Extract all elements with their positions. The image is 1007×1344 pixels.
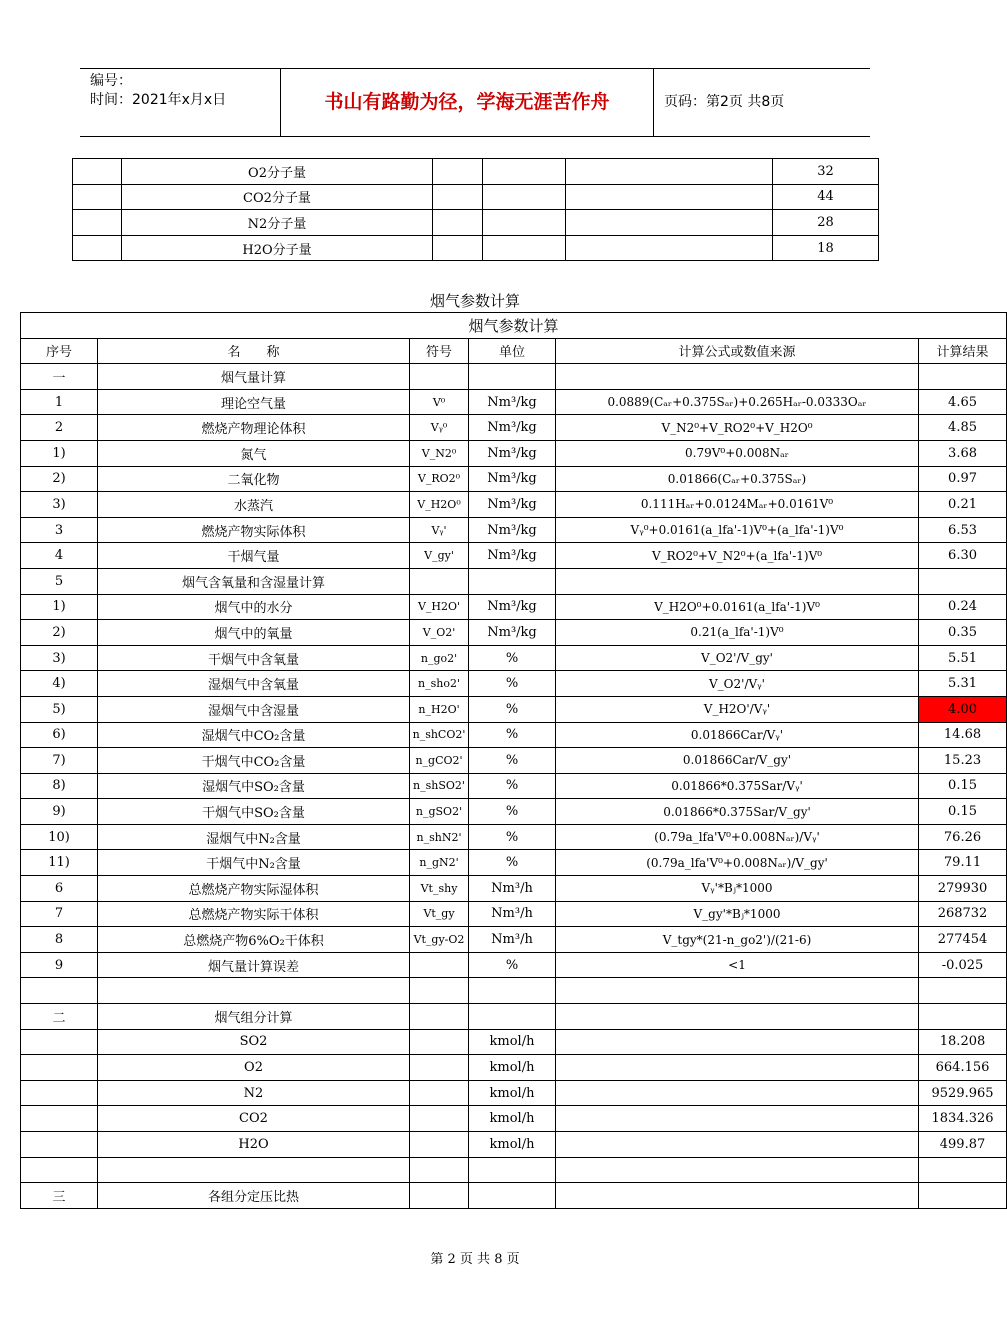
- molecular-weight-table: [72, 158, 879, 261]
- table-row: [21, 927, 1007, 953]
- row-unit-cell: Nm³/kg: [469, 389, 556, 415]
- row-unit-cell: %: [469, 722, 556, 748]
- page-footer: 第 2 页 共 8 页: [430, 1252, 520, 1267]
- row-result-cell: [919, 568, 1007, 594]
- row-result-cell: 4.85: [919, 415, 1007, 441]
- row-formula-cell: V_H2O⁰+0.0161(a_lfa'-1)V⁰: [556, 594, 919, 620]
- row-no-cell: [21, 1029, 98, 1055]
- row-name-cell: 氮气: [98, 440, 410, 466]
- header-formula: 计算公式或数值来源: [556, 338, 919, 364]
- row-formula-cell: V_gy'*Bⱼ*1000: [556, 901, 919, 927]
- row-name-cell: 湿烟气中CO₂含量: [98, 722, 410, 748]
- row-result-cell: 15.23: [919, 748, 1007, 774]
- mw-name-cell: N2分子量: [122, 210, 433, 236]
- row-result-cell: 4.65: [919, 389, 1007, 415]
- row-no-cell: 9: [21, 952, 98, 978]
- row-result-cell: [919, 1004, 1007, 1030]
- row-formula-cell: [556, 1080, 919, 1106]
- table-row: [73, 210, 879, 236]
- row-no-cell: 1): [21, 440, 98, 466]
- empty-cell: [483, 235, 566, 261]
- row-result-cell: 0.35: [919, 620, 1007, 646]
- row-no-cell: 7: [21, 901, 98, 927]
- row-name-cell: 二氧化物: [98, 466, 410, 492]
- row-result-cell: [919, 1157, 1007, 1183]
- row-formula-cell: V_N2⁰+V_RO2⁰+V_H2O⁰: [556, 415, 919, 441]
- table-row: [21, 1004, 1007, 1030]
- row-unit-cell: %: [469, 850, 556, 876]
- table-row: [21, 799, 1007, 825]
- row-no-cell: 8): [21, 773, 98, 799]
- row-unit-cell: [469, 1183, 556, 1209]
- row-formula-cell: V_H2O'/Vᵧ': [556, 696, 919, 722]
- row-symbol-cell: [410, 568, 469, 594]
- row-no-cell: 3: [21, 517, 98, 543]
- row-symbol-cell: V_H2O': [410, 594, 469, 620]
- header-motto: 书山有路勤为径，学海无涯苦作舟: [281, 69, 654, 136]
- row-result-cell: 279930: [919, 876, 1007, 902]
- row-formula-cell: 0.01866Car/V_gy': [556, 748, 919, 774]
- row-name-cell: 烟气组分计算: [98, 1004, 410, 1030]
- row-symbol-cell: [410, 1055, 469, 1081]
- row-no-cell: 11): [21, 850, 98, 876]
- empty-cell: [566, 210, 773, 236]
- row-name-cell: N2: [98, 1080, 410, 1106]
- row-name-cell: SO2: [98, 1029, 410, 1055]
- row-symbol-cell: V_N2⁰: [410, 440, 469, 466]
- row-symbol-cell: n_sho2': [410, 671, 469, 697]
- empty-cell: [566, 235, 773, 261]
- table-row: [21, 364, 1007, 390]
- date-label: 时间：2021年x月x日: [90, 92, 227, 108]
- row-no-cell: [21, 1132, 98, 1158]
- row-no-cell: 5: [21, 568, 98, 594]
- empty-cell: [483, 159, 566, 185]
- row-name-cell: 湿烟气中N₂含量: [98, 824, 410, 850]
- row-unit-cell: %: [469, 671, 556, 697]
- empty-cell: [73, 184, 122, 210]
- row-result-cell: 76.26: [919, 824, 1007, 850]
- table-row: [21, 568, 1007, 594]
- row-formula-cell: Vᵧ'*Bⱼ*1000: [556, 876, 919, 902]
- header-page-label: 页码：第2页 共8页: [664, 94, 785, 110]
- row-no-cell: 4: [21, 543, 98, 569]
- row-symbol-cell: Vt_shy: [410, 876, 469, 902]
- row-name-cell: [98, 1157, 410, 1183]
- mw-name-cell: H2O分子量: [122, 235, 433, 261]
- row-symbol-cell: Vt_gy: [410, 901, 469, 927]
- row-formula-cell: [556, 1132, 919, 1158]
- mw-name-cell: CO2分子量: [122, 184, 433, 210]
- row-name-cell: 干烟气中N₂含量: [98, 850, 410, 876]
- row-formula-cell: 0.111Hₐᵣ+0.0124Mₐᵣ+0.0161V⁰: [556, 492, 919, 518]
- row-name-cell: 烟气量计算: [98, 364, 410, 390]
- mw-value-cell: 28: [773, 210, 879, 236]
- empty-cell: [73, 210, 122, 236]
- row-no-cell: 6: [21, 876, 98, 902]
- row-name-cell: 干烟气中CO₂含量: [98, 748, 410, 774]
- row-symbol-cell: n_shCO2': [410, 722, 469, 748]
- row-unit-cell: Nm³/kg: [469, 543, 556, 569]
- header-name: 名 称: [98, 338, 410, 364]
- table-row: [21, 1080, 1007, 1106]
- row-symbol-cell: V_RO2⁰: [410, 466, 469, 492]
- empty-cell: [566, 184, 773, 210]
- mw-value-cell: 32: [773, 159, 879, 185]
- row-formula-cell: 0.01866*0.375Sar/V_gy': [556, 799, 919, 825]
- row-name-cell: 烟气中的氧量: [98, 620, 410, 646]
- row-name-cell: 烟气中的水分: [98, 594, 410, 620]
- row-symbol-cell: n_shN2': [410, 824, 469, 850]
- empty-cell: [566, 159, 773, 185]
- row-unit-cell: Nm³/kg: [469, 440, 556, 466]
- row-symbol-cell: [410, 364, 469, 390]
- row-symbol-cell: Vᵧ⁰: [410, 415, 469, 441]
- row-result-cell: 6.53: [919, 517, 1007, 543]
- serial-label: 编号：: [90, 73, 132, 89]
- header-meta: [80, 69, 281, 136]
- row-result-cell: 18.208: [919, 1029, 1007, 1055]
- table-row: [21, 671, 1007, 697]
- mw-name-cell: O2分子量: [122, 159, 433, 185]
- row-result-cell: 499.87: [919, 1132, 1007, 1158]
- row-symbol-cell: V_O2': [410, 620, 469, 646]
- row-formula-cell: [556, 1157, 919, 1183]
- row-name-cell: 燃烧产物理论体积: [98, 415, 410, 441]
- table-row: [21, 620, 1007, 646]
- row-symbol-cell: n_gSO2': [410, 799, 469, 825]
- header-symbol: 符号: [410, 338, 469, 364]
- row-result-cell: 6.30: [919, 543, 1007, 569]
- row-symbol-cell: Vᵧ': [410, 517, 469, 543]
- row-unit-cell: %: [469, 696, 556, 722]
- empty-cell: [483, 184, 566, 210]
- row-name-cell: 各组分定压比热: [98, 1183, 410, 1209]
- row-formula-cell: Vᵧ⁰+0.0161(a_lfa'-1)V⁰+(a_lfa'-1)V⁰: [556, 517, 919, 543]
- row-unit-cell: %: [469, 645, 556, 671]
- row-name-cell: 烟气含氧量和含湿量计算: [98, 568, 410, 594]
- row-no-cell: 4): [21, 671, 98, 697]
- row-result-cell: [919, 1183, 1007, 1209]
- row-result-cell: 79.11: [919, 850, 1007, 876]
- row-no-cell: 9): [21, 799, 98, 825]
- empty-cell: [433, 210, 483, 236]
- row-name-cell: O2: [98, 1055, 410, 1081]
- row-no-cell: 5): [21, 696, 98, 722]
- row-symbol-cell: [410, 978, 469, 1004]
- table-title-row: [21, 313, 1007, 339]
- row-name-cell: 理论空气量: [98, 389, 410, 415]
- row-formula-cell: [556, 1029, 919, 1055]
- table-title: 烟气参数计算: [21, 313, 1007, 339]
- table-row: [73, 159, 879, 185]
- row-unit-cell: Nm³/kg: [469, 466, 556, 492]
- row-name-cell: 烟气量计算误差: [98, 952, 410, 978]
- row-unit-cell: [469, 568, 556, 594]
- table-row: [21, 466, 1007, 492]
- row-result-cell: 4.00: [919, 696, 1007, 722]
- row-no-cell: 二: [21, 1004, 98, 1030]
- empty-cell: [483, 210, 566, 236]
- table-row: [73, 235, 879, 261]
- row-unit-cell: kmol/h: [469, 1029, 556, 1055]
- row-formula-cell: [556, 1106, 919, 1132]
- row-formula-cell: 0.01866(Cₐᵣ+0.375Sₐᵣ): [556, 466, 919, 492]
- row-result-cell: 9529.965: [919, 1080, 1007, 1106]
- row-no-cell: [21, 1157, 98, 1183]
- table-row: [21, 389, 1007, 415]
- row-formula-cell: [556, 1055, 919, 1081]
- row-no-cell: 1): [21, 594, 98, 620]
- row-result-cell: 0.21: [919, 492, 1007, 518]
- row-symbol-cell: [410, 1157, 469, 1183]
- row-result-cell: 277454: [919, 927, 1007, 953]
- row-symbol-cell: n_go2': [410, 645, 469, 671]
- row-name-cell: 干烟气量: [98, 543, 410, 569]
- table-row: [21, 773, 1007, 799]
- row-unit-cell: %: [469, 824, 556, 850]
- row-no-cell: 3): [21, 492, 98, 518]
- row-formula-cell: [556, 364, 919, 390]
- table-row: [21, 517, 1007, 543]
- row-symbol-cell: [410, 1004, 469, 1030]
- row-name-cell: 燃烧产物实际体积: [98, 517, 410, 543]
- flue-gas-parameter-table: [20, 312, 1007, 1209]
- row-unit-cell: Nm³/kg: [469, 594, 556, 620]
- row-symbol-cell: n_shSO2': [410, 773, 469, 799]
- row-name-cell: CO2: [98, 1106, 410, 1132]
- row-name-cell: [98, 978, 410, 1004]
- row-no-cell: [21, 1055, 98, 1081]
- row-formula-cell: V_tgy*(21-n_go2')/(21-6): [556, 927, 919, 953]
- row-no-cell: 3): [21, 645, 98, 671]
- row-formula-cell: (0.79a_lfa'V⁰+0.008Nₐᵣ)/V_gy': [556, 850, 919, 876]
- row-result-cell: 14.68: [919, 722, 1007, 748]
- row-symbol-cell: [410, 1106, 469, 1132]
- page-header: [80, 68, 870, 137]
- row-result-cell: 5.51: [919, 645, 1007, 671]
- row-formula-cell: V_RO2⁰+V_N2⁰+(a_lfa'-1)V⁰: [556, 543, 919, 569]
- row-formula-cell: 0.0889(Cₐᵣ+0.375Sₐᵣ)+0.265Hₐᵣ-0.0333Oₐᵣ: [556, 389, 919, 415]
- row-result-cell: 0.15: [919, 799, 1007, 825]
- table-row: [21, 415, 1007, 441]
- table-row: [21, 978, 1007, 1004]
- table-row: [21, 824, 1007, 850]
- row-unit-cell: Nm³/kg: [469, 415, 556, 441]
- row-result-cell: 268732: [919, 901, 1007, 927]
- row-result-cell: -0.025: [919, 952, 1007, 978]
- header-result: 计算结果: [919, 338, 1007, 364]
- table-row: [21, 1029, 1007, 1055]
- row-unit-cell: Nm³/kg: [469, 620, 556, 646]
- mw-value-cell: 18: [773, 235, 879, 261]
- row-result-cell: 0.15: [919, 773, 1007, 799]
- table-row: [21, 1183, 1007, 1209]
- table-row: [21, 901, 1007, 927]
- empty-cell: [433, 159, 483, 185]
- row-unit-cell: %: [469, 748, 556, 774]
- row-unit-cell: Nm³/kg: [469, 492, 556, 518]
- row-symbol-cell: [410, 952, 469, 978]
- row-no-cell: 三: [21, 1183, 98, 1209]
- row-result-cell: 664.156: [919, 1055, 1007, 1081]
- row-formula-cell: 0.01866Car/Vᵧ': [556, 722, 919, 748]
- row-no-cell: 6): [21, 722, 98, 748]
- table-row: [21, 543, 1007, 569]
- row-symbol-cell: V_gy': [410, 543, 469, 569]
- row-result-cell: 0.97: [919, 466, 1007, 492]
- row-formula-cell: 0.21(a_lfa'-1)V⁰: [556, 620, 919, 646]
- row-formula-cell: [556, 568, 919, 594]
- row-symbol-cell: n_gN2': [410, 850, 469, 876]
- row-unit-cell: kmol/h: [469, 1080, 556, 1106]
- row-no-cell: 一: [21, 364, 98, 390]
- table-row: [21, 748, 1007, 774]
- row-name-cell: H2O: [98, 1132, 410, 1158]
- row-unit-cell: Nm³/h: [469, 901, 556, 927]
- empty-cell: [433, 235, 483, 261]
- empty-cell: [73, 235, 122, 261]
- row-name-cell: 总燃烧产物实际湿体积: [98, 876, 410, 902]
- table-row: [21, 696, 1007, 722]
- row-unit-cell: Nm³/h: [469, 927, 556, 953]
- row-no-cell: 7): [21, 748, 98, 774]
- row-no-cell: 10): [21, 824, 98, 850]
- row-formula-cell: V_O2'/V_gy': [556, 645, 919, 671]
- row-result-cell: 0.24: [919, 594, 1007, 620]
- row-no-cell: [21, 978, 98, 1004]
- row-symbol-cell: [410, 1132, 469, 1158]
- table-row: [73, 184, 879, 210]
- header-unit: 单位: [469, 338, 556, 364]
- row-name-cell: 总燃烧产物6%O₂干体积: [98, 927, 410, 953]
- row-symbol-cell: n_H2O': [410, 696, 469, 722]
- table-row: [21, 1132, 1007, 1158]
- row-unit-cell: kmol/h: [469, 1055, 556, 1081]
- row-formula-cell: [556, 1004, 919, 1030]
- row-unit-cell: kmol/h: [469, 1132, 556, 1158]
- row-formula-cell: <1: [556, 952, 919, 978]
- table-row: [21, 440, 1007, 466]
- row-symbol-cell: n_gCO2': [410, 748, 469, 774]
- row-no-cell: 8: [21, 927, 98, 953]
- row-symbol-cell: Vt_gy-O2: [410, 927, 469, 953]
- row-no-cell: 2: [21, 415, 98, 441]
- row-symbol-cell: V⁰: [410, 389, 469, 415]
- section-title: 烟气参数计算: [429, 292, 520, 310]
- row-result-cell: 5.31: [919, 671, 1007, 697]
- table-row: [21, 594, 1007, 620]
- row-name-cell: 湿烟气中含氧量: [98, 671, 410, 697]
- mw-value-cell: 44: [773, 184, 879, 210]
- empty-cell: [73, 159, 122, 185]
- row-unit-cell: [469, 1004, 556, 1030]
- row-formula-cell: [556, 1183, 919, 1209]
- row-symbol-cell: V_H2O⁰: [410, 492, 469, 518]
- empty-cell: [433, 184, 483, 210]
- row-formula-cell: 0.01866*0.375Sar/Vᵧ': [556, 773, 919, 799]
- row-unit-cell: Nm³/kg: [469, 517, 556, 543]
- row-unit-cell: Nm³/h: [469, 876, 556, 902]
- row-symbol-cell: [410, 1080, 469, 1106]
- header-no: 序号: [21, 338, 98, 364]
- row-no-cell: 2): [21, 620, 98, 646]
- row-result-cell: [919, 364, 1007, 390]
- row-name-cell: 干烟气中含氧量: [98, 645, 410, 671]
- table-row: [21, 492, 1007, 518]
- row-unit-cell: kmol/h: [469, 1106, 556, 1132]
- row-no-cell: 1: [21, 389, 98, 415]
- row-unit-cell: [469, 364, 556, 390]
- row-formula-cell: [556, 978, 919, 1004]
- table-row: [21, 876, 1007, 902]
- row-name-cell: 湿烟气中SO₂含量: [98, 773, 410, 799]
- row-name-cell: 总燃烧产物实际干体积: [98, 901, 410, 927]
- row-result-cell: 1834.326: [919, 1106, 1007, 1132]
- table-row: [21, 722, 1007, 748]
- row-unit-cell: %: [469, 952, 556, 978]
- row-no-cell: [21, 1106, 98, 1132]
- row-name-cell: 水蒸汽: [98, 492, 410, 518]
- row-name-cell: 湿烟气中含湿量: [98, 696, 410, 722]
- table-row: [21, 952, 1007, 978]
- table-row: [21, 645, 1007, 671]
- row-no-cell: 2): [21, 466, 98, 492]
- row-result-cell: 3.68: [919, 440, 1007, 466]
- table-row: [21, 850, 1007, 876]
- table-row: [21, 1055, 1007, 1081]
- row-unit-cell: [469, 978, 556, 1004]
- row-formula-cell: 0.79V⁰+0.008Nₐᵣ: [556, 440, 919, 466]
- table-header-row: [21, 338, 1007, 364]
- row-formula-cell: (0.79a_lfa'V⁰+0.008Nₐᵣ)/Vᵧ': [556, 824, 919, 850]
- row-unit-cell: %: [469, 799, 556, 825]
- row-no-cell: [21, 1080, 98, 1106]
- table-row: [21, 1157, 1007, 1183]
- row-unit-cell: [469, 1157, 556, 1183]
- table-row: [21, 1106, 1007, 1132]
- row-unit-cell: %: [469, 773, 556, 799]
- row-symbol-cell: [410, 1183, 469, 1209]
- row-result-cell: [919, 978, 1007, 1004]
- row-name-cell: 干烟气中SO₂含量: [98, 799, 410, 825]
- row-symbol-cell: [410, 1029, 469, 1055]
- row-formula-cell: V_O2'/Vᵧ': [556, 671, 919, 697]
